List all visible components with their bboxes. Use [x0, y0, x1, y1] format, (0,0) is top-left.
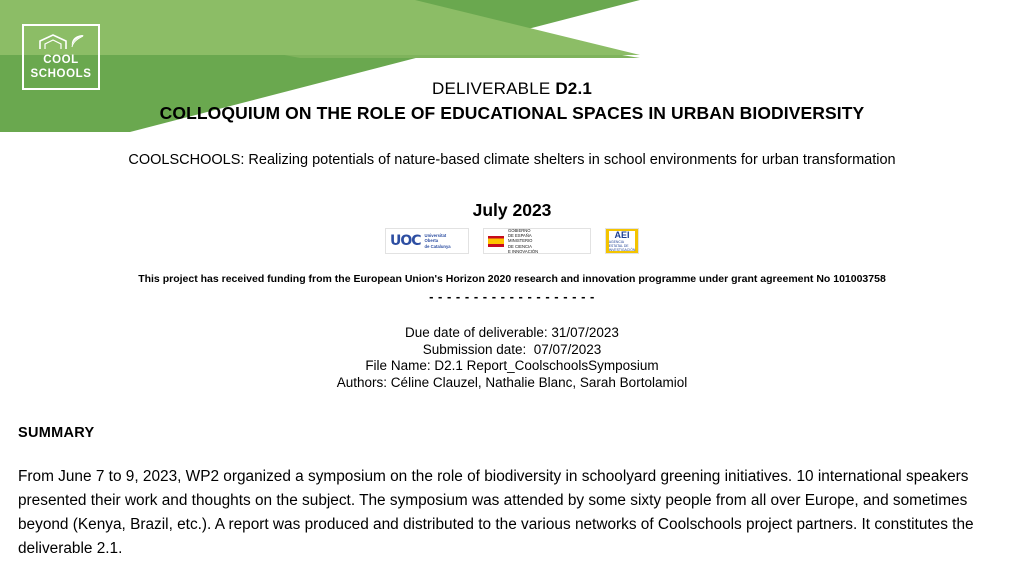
uoc-line-1: Universitat	[424, 233, 447, 239]
dashed-divider: - - - - - - - - - - - - - - - - - - -	[429, 289, 595, 304]
deliverable-metadata	[0, 325, 1024, 391]
page-title: COLLOQUIUM ON THE ROLE OF EDUCATIONAL SPACES IN URBAN BIODIVERSITY	[159, 103, 865, 123]
gobierno-line-4: DE CIENCIA	[508, 243, 532, 249]
funder-logos	[0, 228, 1024, 254]
authors: Authors: Céline Clauzel, Nathalie Blanc, Sarah Bortolamiol	[336, 374, 688, 390]
leaf-icon	[70, 34, 86, 48]
aei-logo-inner	[609, 231, 635, 251]
gobierno-line-2: DE ESPAÑA	[508, 233, 532, 239]
spain-flag-icon	[488, 236, 504, 247]
deliverable-code: D2.1	[555, 79, 593, 98]
aei-logo-sub: AGENCIA ESTATAL DE INVESTIGACIÓN	[608, 239, 636, 252]
logo-line-2: SCHOOLS	[30, 68, 92, 80]
uoc-line-3: de Catalunya	[424, 243, 451, 249]
gobierno-logo-lines	[508, 228, 538, 254]
aei-logo-mark: AEI	[614, 229, 630, 240]
due-date: Due date of deliverable: 31/07/2023	[405, 325, 619, 340]
uoc-logo-lines	[425, 233, 451, 249]
submission-date: Submission date: 07/07/2023	[422, 341, 602, 357]
gobierno-de-espana-logo	[483, 228, 591, 254]
logo-line-1: COOL	[43, 54, 79, 66]
uoc-logo	[385, 228, 469, 254]
uoc-logo-mark: UOC	[390, 233, 421, 249]
uoc-line-2: Oberta	[424, 238, 439, 244]
agencia-estatal-investigacion-logo	[605, 228, 639, 254]
summary-heading: SUMMARY	[18, 425, 95, 441]
house-icon	[38, 34, 68, 50]
gobierno-line-5: E INNOVACIÓN	[508, 248, 539, 254]
project-subtitle: COOLSCHOOLS: Realizing potentials of nature-based climate shelters in school environments for urban transformation	[128, 152, 896, 168]
funding-note: This project has received funding from the European Union's Horizon 2020 research and innovation programme under grant agreement No 101003758	[138, 273, 886, 285]
file-name: File Name: D2.1 Report_CoolschoolsSymposium	[365, 358, 659, 373]
gobierno-line-3: MINISTERIO	[508, 238, 533, 244]
publication-date: July 2023	[472, 200, 552, 220]
deliverable-line	[0, 79, 1024, 99]
coolschools-logo-text	[24, 53, 98, 81]
deliverable-label: DELIVERABLE	[431, 79, 556, 98]
summary-body: From June 7 to 9, 2023, WP2 organized a symposium on the role of biodiversity in schoolyard greening initiatives. 10 international speakers presented their work and thoughts on the subject. The symposium was attended by some sixty people from all over Europe, and sometimes beyond (Kenya, Brazil, etc.). A report was produced and distributed to the various networks of Coolschools project partners. It constitutes the deliverable 2.1.	[18, 468, 974, 557]
gobierno-line-1: GOBIERNO	[508, 227, 531, 233]
